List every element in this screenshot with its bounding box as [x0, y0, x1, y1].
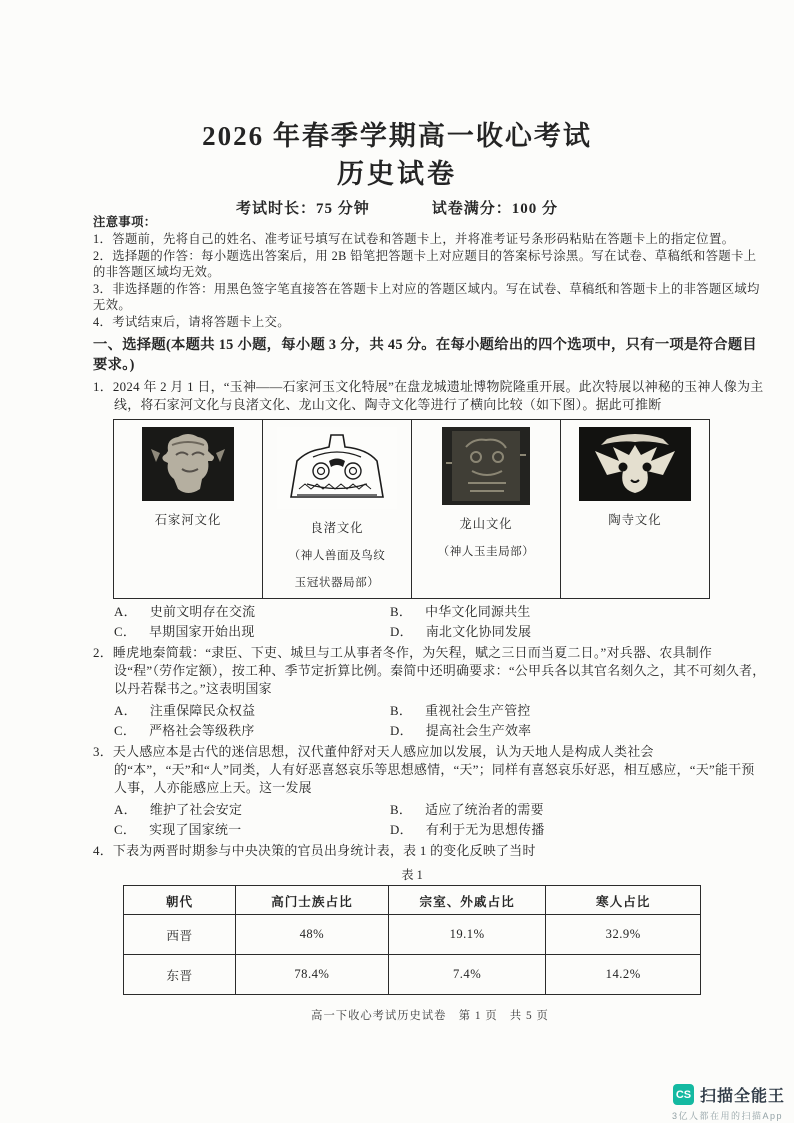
figure-caption-shijiahe: 石家河文化 [154, 513, 222, 527]
option-text: 严格社会等级秩序 [149, 724, 255, 738]
culture-cell-shijiahe [114, 420, 263, 599]
cell-value: 78.4% [235, 955, 388, 995]
figure-caption-taosi: 陶寺文化 [608, 513, 662, 527]
page-content [93, 214, 767, 1023]
section-one-heading: 一、选择题(本题共 15 小题，每小题 3 分，共 45 分。在每小题给出的四个选项中，只有一项是符合题目要求。) [93, 337, 758, 373]
longshan-jade-gui-image [442, 427, 530, 505]
q3-option-b [390, 801, 767, 819]
option-text: 早期国家开始出现 [149, 625, 255, 639]
figure-note: 玉冠状器局部） [294, 576, 380, 589]
option-text: 提高社会生产效率 [425, 724, 532, 738]
option-label: B． [390, 803, 413, 817]
option-label: A． [114, 605, 137, 619]
culture-figure-table [113, 419, 710, 599]
q1-option-c [114, 623, 390, 641]
option-text: 实现了国家统一 [149, 823, 242, 837]
header-dynasty: 朝代 [124, 886, 236, 915]
q2-option-d [390, 722, 767, 740]
shijiahe-jade-figure-image [142, 427, 234, 501]
cell-dynasty: 西晋 [124, 915, 236, 955]
table-row [124, 955, 701, 995]
option-label: D． [390, 625, 413, 639]
option-text: 维护了社会安定 [149, 803, 243, 817]
q2-option-a [114, 702, 390, 720]
q1-option-b [390, 603, 767, 621]
question-3: 3．天人感应本是古代的迷信思想，汉代董仲舒对天人感应加以发展，认为天地人是构成人类社会的“本”，“天”和“人”同类，人有好恶喜怒哀乐等思想感情，“天”；同样有喜怒哀乐好恶，相互感应，“天”能干预人事，人亦能感应上天。这一发展 [93, 745, 755, 795]
cell-value: 7.4% [388, 955, 546, 995]
option-text: 史前文明存在交流 [149, 605, 256, 619]
option-label: A． [114, 803, 137, 817]
q1-option-d [390, 623, 767, 641]
exam-title: 2026 年春季学期高一收心考试 [202, 121, 592, 151]
culture-cell-longshan [412, 420, 561, 599]
q3-option-d [390, 821, 767, 839]
cell-dynasty: 东晋 [124, 955, 236, 995]
table-1-caption: 表 1 [401, 868, 423, 882]
option-label: B． [390, 704, 413, 718]
figure-caption-longshan: 龙山文化 [459, 517, 513, 531]
option-text: 注重保障民众权益 [149, 704, 256, 718]
option-label: D． [390, 823, 413, 837]
q2-option-c [114, 722, 390, 740]
q3-option-c [114, 821, 390, 839]
officials-statistics-table [123, 885, 701, 995]
camscanner-badge [645, 1083, 785, 1122]
header-gentry-ratio: 高门士族占比 [235, 886, 388, 915]
option-label: C． [114, 823, 137, 837]
q3-option-a [114, 801, 390, 819]
culture-cell-taosi [561, 420, 710, 599]
question-2-options [114, 702, 767, 740]
notices-title: 注意事项： [93, 215, 157, 229]
exam-subtitle: 历史试卷 [337, 159, 457, 189]
notice-item-1: 1．答题前，先将自己的姓名、准考证号填写在试卷和答题卡上，并将准考证号条形码粘贴在答题卡上的指定位置。 [93, 232, 735, 246]
figure-note: （神人玉圭局部） [437, 545, 535, 558]
culture-cell-liangzhu [263, 420, 412, 599]
liangzhu-crown-drawing-image [277, 427, 397, 509]
cell-value: 32.9% [546, 915, 701, 955]
option-text: 适应了统治者的需要 [425, 803, 544, 817]
camscanner-tagline: 3亿人都在用的扫描App [671, 1111, 783, 1121]
option-label: C． [114, 724, 137, 738]
question-2: 2．睡虎地秦简载：“隶臣、下吏、城旦与工从事者冬作，为矢程，赋之三日而当夏二日。”对兵器、农具制作设“程”（劳作定额），按工种、季节定折算比例。秦简中还明确要求：“公甲兵各以其官名刻久之，其不可刻久者，以丹若髹书之。”这表明国家 [93, 646, 766, 696]
option-label: A． [114, 704, 137, 718]
notice-item-3: 3．非选择题的作答：用黑色签字笔直接答在答题卡上对应的答题区域内。写在试卷、草稿纸和答题卡上的非答题区域均无效。 [93, 282, 760, 312]
option-label: D． [390, 724, 413, 738]
notice-item-2: 2．选择题的作答：每小题选出答案后，用 2B 铅笔把答题卡上对应题目的答案标号涂黑。写在试卷、草稿纸和答题卡上的非答题区域均无效。 [93, 249, 757, 279]
notice-item-4: 4．考试结束后，请将答题卡上交。 [93, 315, 291, 329]
figure-note: （神人兽面及鸟纹 [288, 549, 386, 562]
option-text: 中华文化同源共生 [425, 605, 531, 619]
option-label: B． [390, 605, 413, 619]
option-text: 重视社会生产管控 [425, 704, 531, 718]
header-royal-ratio: 宗室、外戚占比 [388, 886, 546, 915]
table-row [124, 915, 701, 955]
cell-value: 19.1% [388, 915, 546, 955]
option-label: C． [114, 625, 137, 639]
page-footer: 高一下收心考试历史试卷 第 1 页 共 5 页 [311, 1010, 549, 1022]
taosi-jade-ornament-image [579, 427, 691, 501]
figure-caption-liangzhu: 良渚文化 [310, 521, 364, 535]
option-text: 有利于无为思想传播 [425, 823, 545, 837]
cell-value: 48% [235, 915, 388, 955]
table-header-row [124, 886, 701, 915]
notices-section [93, 214, 767, 330]
question-1-options [114, 603, 767, 641]
q2-option-b [390, 702, 767, 720]
question-4: 4．下表为两晋时期参与中央决策的官员出身统计表，表 1 的变化反映了当时 [93, 844, 536, 858]
header-commoner-ratio: 寒人占比 [546, 886, 701, 915]
camscanner-logo-icon: CS [673, 1084, 694, 1105]
exam-duration: 考试时长：75 分钟 [235, 201, 370, 217]
option-text: 南北文化协同发展 [425, 625, 532, 639]
camscanner-brand: 扫描全能王 [699, 1088, 785, 1105]
question-3-options [114, 801, 767, 839]
question-1: 1．2024 年 2 月 1 日，“玉神——石家河玉文化特展”在盘龙城遗址博物院隆重开展。此次特展以神秘的玉神人像为主线，将石家河文化与良渚文化、龙山文化、陶寺文化等进行了横向比较（如下图）。据此可推断 [93, 380, 764, 412]
exam-full-score: 试卷满分：100 分 [431, 201, 559, 217]
cell-value: 14.2% [546, 955, 701, 995]
q1-option-a [114, 603, 390, 621]
